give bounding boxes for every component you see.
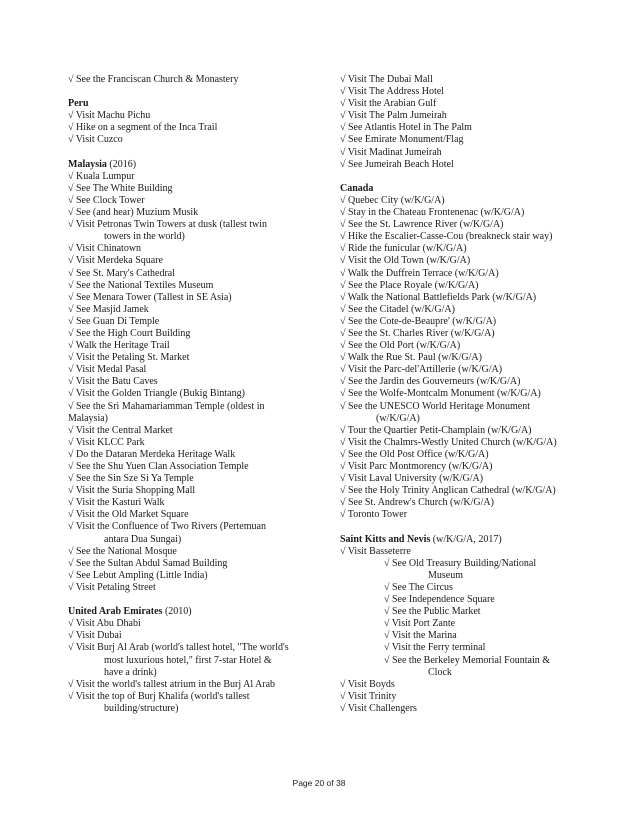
- list-item: √ See the St. Charles River (w/K/G/A): [340, 327, 495, 339]
- list-item: √ Quebec City (w/K/G/A): [340, 194, 445, 206]
- list-item: √ Visit Dubai: [68, 630, 122, 642]
- list-item: √ See St. Andrew's Church (w/K/G/A): [340, 497, 494, 509]
- list-item: √ See Emirate Monument/Flag: [340, 134, 464, 146]
- section-heading-label: Malaysia: [68, 158, 107, 170]
- list-item-continuation: most luxurious hotel," first 7-star Hotel &: [104, 654, 272, 666]
- section-heading-year: (2016): [106, 158, 137, 170]
- list-item: √ Walk the Heritage Trail: [68, 340, 170, 352]
- blank-line: [68, 86, 330, 98]
- list-item: √ Visit the Central Market: [68, 424, 173, 436]
- section-heading-peru: [68, 98, 330, 110]
- list-item: √ Visit Chinatown: [68, 243, 142, 255]
- list-item: √ Visit the Old Market Square: [68, 509, 189, 521]
- blank-line: [68, 147, 330, 159]
- list-item: √ See the UNESCO World Heritage Monument: [340, 400, 531, 412]
- list-item: √ See the Citadel (w/K/G/A): [340, 303, 455, 315]
- list-item: √ Visit the Golden Triangle (Bukig Bintang): [68, 388, 245, 400]
- list-item: √ Visit the top of Burj Khalifa (world's tallest: [68, 690, 250, 702]
- list-item: √ See Lebut Ampling (Little India): [68, 569, 208, 581]
- list-item: √ See the Berkeley Memorial Fountain &: [384, 654, 551, 666]
- list-item: √ Visit The Dubai Mall: [340, 74, 433, 85]
- list-item: Malaysia): [68, 412, 108, 424]
- list-item: √ Walk the Duffrein Terrace (w/K/G/A): [340, 267, 499, 279]
- section-heading-label: Canada: [340, 182, 374, 194]
- list-item: √ See Old Treasury Building/National: [384, 557, 537, 569]
- list-item: √ Visit Machu Pichu: [68, 110, 151, 122]
- list-item: √ See St. Mary's Cathedral: [68, 267, 175, 279]
- section-heading-year: (2010): [162, 606, 192, 618]
- list-item: √ Toronto Tower: [340, 509, 408, 521]
- list-item: √ Hike the Escalier-Casse-Cou (breakneck stair way): [340, 231, 553, 243]
- list-item: √ Visit Parc Montmorency (w/K/G/A): [340, 461, 493, 472]
- list-item: √ See the Place Royale (w/K/G/A): [340, 279, 479, 291]
- list-item: √ See Independence Square: [384, 594, 495, 606]
- list-item: √ See the St. Lawrence River (w/K/G/A): [340, 219, 504, 231]
- list-item: √ Visit the Batu Caves: [68, 376, 158, 388]
- list-item: √ Stay in the Chateau Frontenenac (w/K/G/A): [340, 207, 525, 219]
- list-item: √ See Atlantis Hotel in The Palm: [340, 122, 472, 134]
- list-item: √ Visit the world's tallest atrium in the Burj Al Arab: [68, 678, 276, 690]
- list-item: √ See the Old Port (w/K/G/A): [340, 340, 461, 352]
- section-heading-year: (w/K/G/A, 2017): [430, 533, 502, 545]
- list-item: √ Visit Cuzco: [68, 134, 123, 146]
- list-item: √ Visit Challengers: [340, 702, 417, 714]
- list-item: √ Visit the Petaling St. Market: [68, 352, 190, 364]
- list-item: √ Visit Boyds: [340, 678, 395, 690]
- list-item: √ Visit Madinat Jumeirah: [340, 146, 442, 158]
- section-heading-united-arab-emirates: [68, 606, 330, 618]
- list-item: √ See the Sri Mahamariamman Temple (oldest in: [68, 400, 265, 412]
- list-item: √ See the Sin Sze Si Ya Temple: [68, 473, 194, 485]
- list-item: √ Visit the Old Town (w/K/G/A): [340, 255, 471, 267]
- list-item: √ Visit the Ferry terminal: [384, 642, 486, 654]
- list-item: √ Visit Petronas Twin Towers at dusk (tallest twin: [68, 219, 268, 231]
- list-item-continuation: towers in the world): [104, 231, 185, 243]
- list-item: √ Tour the Quartier Petit-Champlain (w/K/G/A): [340, 424, 532, 436]
- list-item: √ See the Old Post Office (w/K/G/A): [340, 448, 489, 460]
- list-item: √ See the Cote-de-Beaupre' (w/K/G/A): [340, 315, 497, 327]
- list-item: √ See the Sultan Abdul Samad Building: [68, 557, 228, 569]
- list-item: √ Visit Laval University (w/K/G/A): [340, 473, 484, 485]
- list-item: √ Visit the Arabian Gulf: [340, 98, 437, 110]
- section-heading-malaysia: [68, 159, 330, 171]
- list-item: √ Visit The Palm Jumeirah: [340, 110, 447, 122]
- list-item: √ Do the Dataran Merdeka Heritage Walk: [68, 448, 236, 460]
- list-item: √ Visit the Suria Shopping Mall: [68, 485, 196, 497]
- list-item: √ See the Wolfe-Montcalm Monument (w/K/G/A): [340, 388, 541, 400]
- list-item: √ See the National Textiles Museum: [68, 279, 214, 291]
- list-item: √ See The Circus: [384, 581, 453, 593]
- list-item: √ See the Franciscan Church & Monastery: [68, 74, 239, 85]
- list-item: √ Visit the Chalmrs-Westly United Church (w/K/G/A): [340, 436, 557, 448]
- list-item: √ See (and hear) Muzium Musik: [68, 207, 199, 219]
- list-item: √ Visit KLCC Park: [68, 436, 145, 448]
- section-heading-label: Saint Kitts and Nevis: [340, 533, 431, 545]
- list-item-continuation: have a drink): [104, 666, 157, 678]
- blank-line: [340, 171, 610, 183]
- list-item: √ Visit Petaling Street: [68, 581, 156, 593]
- list-item-continuation: Clock: [428, 666, 452, 678]
- list-item: √ Visit Medal Pasal: [68, 364, 147, 376]
- list-item: √ Visit Port Zante: [384, 618, 456, 630]
- list-item: √ See the Jardin des Gouverneurs (w/K/G/A): [340, 376, 521, 388]
- list-item: √ Visit The Address Hotel: [340, 86, 444, 98]
- list-item: √ See Masjid Jamek: [68, 303, 149, 315]
- list-item: √ See the National Mosque: [68, 545, 177, 557]
- list-item-continuation: antara Dua Sungai): [104, 533, 182, 545]
- list-item: √ See Guan Di Temple: [68, 315, 160, 327]
- list-item-continuation: Museum: [428, 569, 463, 581]
- blank-line: [340, 521, 610, 533]
- list-item: √ See the Holy Trinity Anglican Cathedral (w/K/G/A): [340, 485, 556, 497]
- list-item: √ Visit the Marina: [384, 630, 457, 642]
- list-item-continuation: (w/K/G/A): [376, 412, 420, 424]
- list-item: √ See Menara Tower (Tallest in SE Asia): [68, 291, 232, 303]
- list-item: √ Visit the Kasturi Walk: [68, 497, 165, 509]
- list-item: √ Visit Merdeka Square: [68, 255, 163, 267]
- list-item: √ Visit Basseterre: [340, 545, 411, 557]
- list-item: √ See Clock Tower: [68, 194, 145, 206]
- list-item: √ See Jumeirah Beach Hotel: [340, 158, 454, 170]
- list-item: √ Ride the funicular (w/K/G/A): [340, 243, 467, 255]
- list-item: √ See the Public Market: [384, 606, 481, 618]
- list-item: √ Hike on a segment of the Inca Trail: [68, 122, 218, 134]
- section-heading-canada: [340, 183, 610, 195]
- list-item: √ Kuala Lumpur: [68, 170, 135, 182]
- list-item-continuation: building/structure): [104, 702, 179, 714]
- page-number: Page 20 of 38: [292, 778, 346, 788]
- section-heading-saint-kitts-and-nevis: [340, 534, 610, 546]
- list-item: √ Visit the Parc-del'Artillerie (w/K/G/A): [340, 364, 503, 376]
- list-item: √ See the Shu Yuen Clan Association Temple: [68, 461, 249, 472]
- list-item: √ See The White Building: [68, 182, 173, 194]
- list-item: √ Visit Abu Dhabi: [68, 618, 141, 630]
- left-column: [68, 74, 330, 715]
- list-item: √ Walk the Rue St. Paul (w/K/G/A): [340, 352, 482, 364]
- list-item: √ Walk the National Battlefields Park (w/K/G/A): [340, 291, 537, 303]
- list-item: √ See the High Court Building: [68, 327, 191, 339]
- section-heading-label: Peru: [68, 98, 89, 110]
- list-item: √ Visit Burj Al Arab (world's tallest hotel, "The world's: [68, 642, 289, 654]
- list-item: √ Visit Trinity: [340, 690, 397, 702]
- list-item: √ Visit the Confluence of Two Rivers (Pertemuan: [68, 521, 266, 533]
- blank-line: [68, 594, 330, 606]
- right-column: [340, 74, 610, 715]
- section-heading-label: United Arab Emirates: [68, 606, 163, 618]
